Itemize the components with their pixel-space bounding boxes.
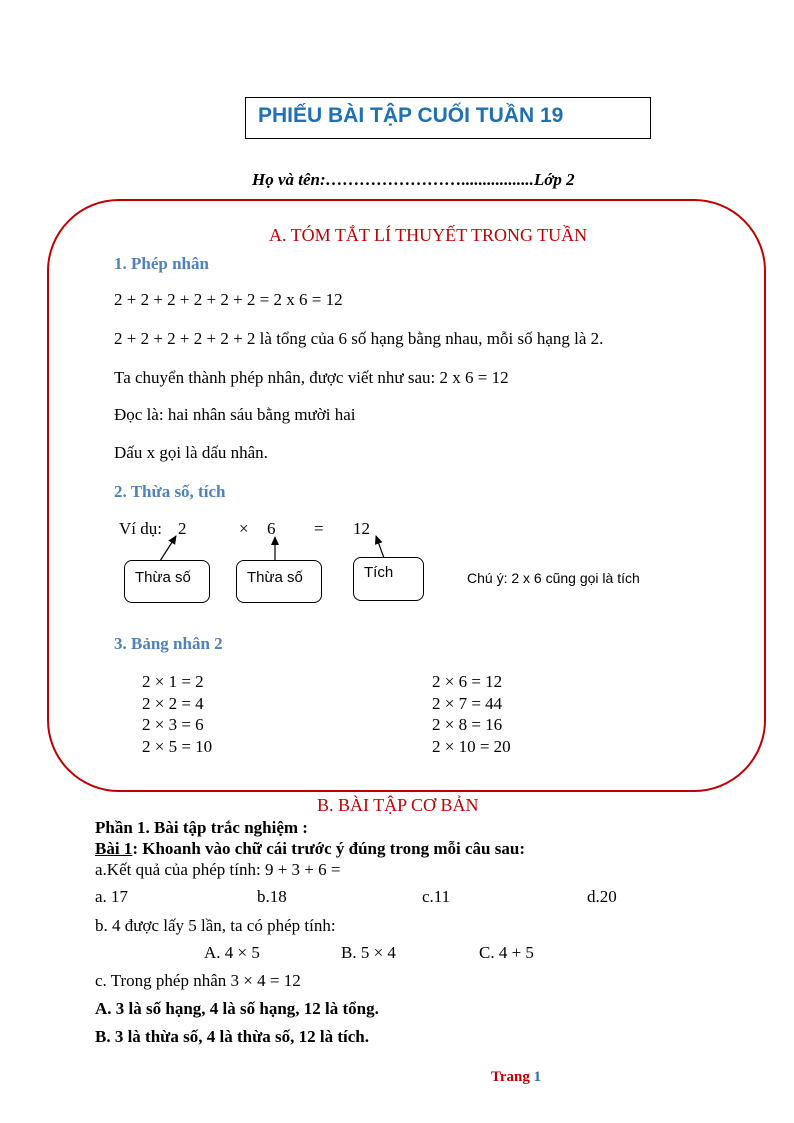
- factor-label-box: [124, 560, 210, 603]
- part2-heading: 2. Thừa số, tích: [114, 482, 226, 501]
- part1-heading: 1. Phép nhân: [114, 254, 209, 273]
- factor-one: 2: [178, 519, 187, 538]
- times-sign: ×: [239, 519, 249, 538]
- page-number: 1: [533, 1069, 542, 1085]
- part3-heading: 3. Bảng nhân 2: [114, 634, 223, 653]
- example-label: Ví dụ:: [119, 519, 162, 538]
- page-word: Trang: [491, 1069, 530, 1085]
- table-row: 2 × 8 = 16: [432, 715, 503, 734]
- factor-label: Thừa số: [247, 569, 303, 586]
- factor-two: 6: [267, 519, 276, 538]
- exercise-label: Bài 1: [95, 839, 133, 858]
- section-a-heading: A. TÓM TẮT LÍ THUYẾT TRONG TUẦN: [269, 225, 588, 245]
- arrow-to-factor-one: [160, 536, 176, 561]
- page-footer: [491, 1069, 541, 1086]
- factor-label: Thừa số: [135, 569, 191, 586]
- part1-line: Dấu x gọi là dấu nhân.: [114, 443, 268, 462]
- option-c[interactable]: c.11: [422, 887, 451, 906]
- factor-label-box: [236, 560, 322, 603]
- section-b-heading: B. BÀI TẬP CƠ BẢN: [317, 795, 479, 815]
- table-row: 2 × 1 = 2: [142, 672, 204, 691]
- option-b-c[interactable]: C. 4 + 5: [479, 943, 534, 962]
- part1-line: 2 + 2 + 2 + 2 + 2 + 2 là tổng của 6 số hạng bằng nhau, mỗi số hạng là 2.: [114, 329, 604, 348]
- option-a[interactable]: a. 17: [95, 887, 129, 906]
- table-row: 2 × 5 = 10: [142, 736, 213, 756]
- product-label-box: [353, 557, 424, 601]
- table-row: 2 × 2 = 4: [142, 693, 204, 713]
- answer-c-b[interactable]: B. 3 là thừa số, 4 là thừa số, 12 là tích.: [95, 1027, 370, 1046]
- page-title: PHIẾU BÀI TẬP CUỐI TUẦN 19: [258, 104, 564, 127]
- exercise-instruction: [95, 839, 525, 859]
- product-value: 12: [353, 519, 370, 538]
- exercise-text: : Khoanh vào chữ cái trước ý đúng trong mỗi câu sau:: [132, 839, 525, 858]
- question-c: c. Trong phép nhân 3 × 4 = 12: [95, 971, 301, 990]
- part1-line: 2 + 2 + 2 + 2 + 2 + 2 = 2 x 6 = 12: [114, 290, 343, 309]
- option-b-a[interactable]: A. 4 × 5: [204, 943, 260, 962]
- student-name-line: Họ và tên:…………………….................Lớp 2: [252, 170, 575, 189]
- product-note: Chú ý: 2 x 6 cũng gọi là tích: [467, 570, 640, 586]
- part1-line: Ta chuyển thành phép nhân, được viết như sau: 2 x 6 = 12: [114, 368, 509, 387]
- product-label: Tích: [364, 564, 394, 581]
- part-heading: Phần 1. Bài tập trắc nghiệm :: [95, 818, 308, 837]
- question-b: b. 4 được lấy 5 lần, ta có phép tính:: [95, 916, 336, 935]
- answer-c-a[interactable]: A. 3 là số hạng, 4 là số hạng, 12 là tổng.: [95, 999, 379, 1018]
- times-table-right: [432, 671, 511, 757]
- option-b[interactable]: b.18: [257, 887, 287, 906]
- equals-sign: =: [314, 519, 324, 538]
- table-row: 2 × 7 = 44: [432, 693, 503, 713]
- times-table-left: [142, 671, 212, 757]
- part1-line: Đọc là: hai nhân sáu bằng mười hai: [114, 405, 356, 424]
- option-b-b[interactable]: B. 5 × 4: [341, 943, 396, 962]
- table-row: 2 × 3 = 6: [142, 715, 204, 734]
- option-d[interactable]: d.20: [587, 887, 617, 906]
- table-row: 2 × 6 = 12: [432, 672, 503, 691]
- question-a: a.Kết quả của phép tính: 9 + 3 + 6 =: [95, 860, 341, 879]
- arrow-to-product: [376, 536, 384, 558]
- table-row: 2 × 10 = 20: [432, 736, 511, 756]
